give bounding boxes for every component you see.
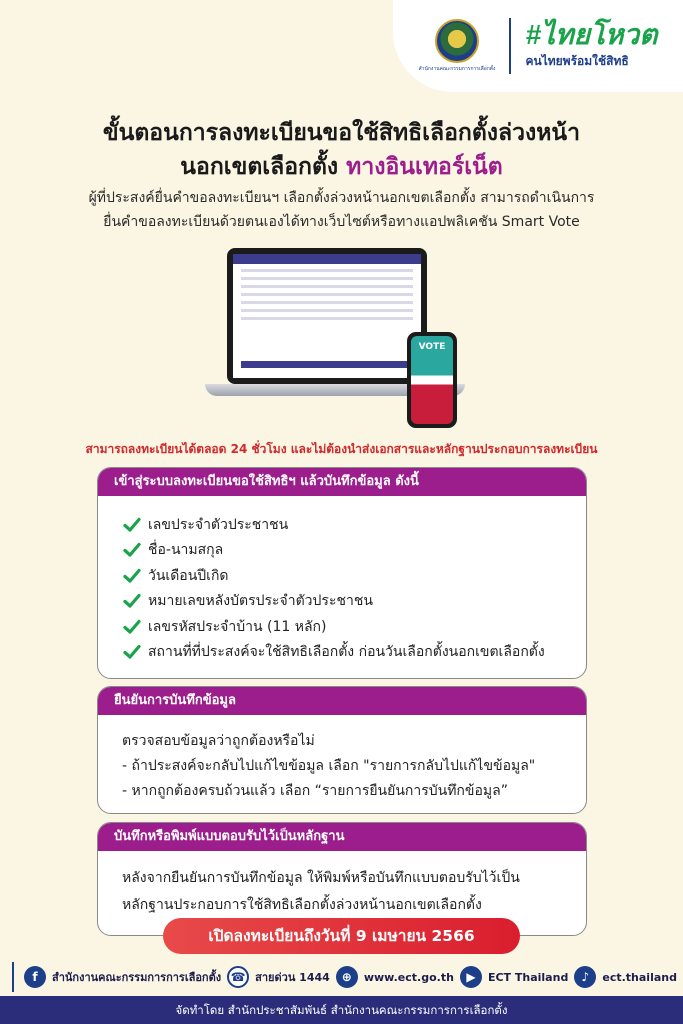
phone-app-label: VOTE [418,342,446,352]
form-line [241,285,413,288]
subtitle-line-2: ยื่นคำขอลงทะเบียนด้วยตนเองได้ทางเว็บไซต์หรือทางแอปพลิเคชัน Smart Vote [103,214,580,230]
campaign-brand [525,21,657,71]
page-subtitle [20,186,663,234]
form-line [241,269,413,272]
subtitle-line-1: ผู้ที่ประสงค์ยื่นคำขอลงทะเบียนฯ เลือกตั้งล่วงหน้านอกเขตเลือกตั้ง สามารถดำเนินการ [88,190,595,206]
facebook-icon: f [24,966,46,988]
step-card-register [97,467,587,679]
contact-facebook[interactable] [24,966,221,988]
check-icon [122,591,142,611]
required-info-list [98,496,586,665]
title-line-2 [0,150,683,184]
footer-credit: จัดทำโดย สำนักประชาสัมพันธ์ สำนักงานคณะกรรมการการเลือกตั้ง [0,996,683,1024]
play-icon: ▶ [460,966,482,988]
step-card-body [98,715,586,804]
list-item [122,589,586,615]
seal-caption: สำนักงานคณะกรรมการการเลือกตั้ง [418,66,496,72]
smart-vote-app-screen [411,336,453,424]
list-item [122,538,586,564]
tiktok-icon: ♪ [574,966,596,988]
save-line-2: หลักฐานประกอบการใช้สิทธิเลือกตั้งล่วงหน้านอกเขตเลือกตั้ง [122,897,482,913]
step-card-heading: เข้าสู่ระบบลงทะเบียนขอใช้สิทธิฯ แล้วบันทึกข้อมูล ดังนี้ [98,468,586,496]
contact-youtube[interactable] [460,966,568,988]
check-icon [122,515,142,535]
form-line [241,317,413,320]
phone-icon: ☎ [227,966,249,988]
list-item [122,512,586,538]
phone [407,332,457,428]
title-line-2-accent: ทางอินเทอร์เน็ต [346,154,503,180]
laptop-screen [227,248,427,384]
confirm-line-2: - ถ้าประสงค์จะกลับไปแก้ไขข้อมูล เลือก "รายการกลับไปแก้ไขข้อมูล" [122,758,536,774]
registration-form-preview [233,254,421,378]
title-line-1: ขั้นตอนการลงทะเบียนขอใช้สิทธิเลือกตั้งล่วงหน้า [102,120,581,146]
contact-website[interactable] [336,966,454,988]
devices-illustration [195,240,485,425]
step-card-heading: บันทึกหรือพิมพ์แบบตอบรับไว้เป็นหลักฐาน [98,823,586,851]
page-title [0,116,683,184]
campaign-hashtag: #ไทยโหวต [525,19,658,50]
step-card-heading: ยืนยันการบันทึกข้อมูล [98,687,586,715]
list-item-label: หมายเลขหลังบัตรประจำตัวประชาชน [148,593,373,610]
hotline-label: สายด่วน 1444 [255,971,330,984]
ect-seal-icon [435,19,479,63]
list-item [122,614,586,640]
list-item-label: ชื่อ-นามสกุล [148,542,224,559]
form-line [241,293,413,296]
notice-text: สามารถลงทะเบียนได้ตลอด 24 ชั่วโมง และไม่ต้องนำส่งเอกสารและหลักฐานประกอบการลงทะเบียน [85,442,598,456]
website-label: www.ect.go.th [363,970,454,984]
tiktok-label: ect.thailand [602,970,677,984]
form-line [241,309,413,312]
form-line [241,277,413,280]
contact-tiktok[interactable] [574,966,677,988]
check-icon [122,566,142,586]
save-line-1: หลังจากยืนยันการบันทึกข้อมูล ให้พิมพ์หรือบันทึกแบบตอบรับไว้เป็น [122,870,520,886]
form-line [241,301,413,304]
form-submit-bar [241,361,413,368]
check-icon [122,540,142,560]
check-icon [122,642,142,662]
step-card-body [98,851,586,919]
ect-logo [419,19,496,73]
list-item-label: วันเดือนปีเกิด [148,567,229,584]
list-item-label: เลขรหัสประจำบ้าน (11 หลัก) [148,618,327,635]
globe-icon: ⊕ [336,966,358,988]
confirm-line-1: ตรวจสอบข้อมูลว่าถูกต้องหรือไม่ [122,733,315,749]
contact-bar [12,962,677,992]
confirm-line-3: - หากถูกต้องครบถ้วนแล้ว เลือก “รายการยืนยันการบันทึกข้อมูล” [122,783,508,799]
header-divider [509,18,511,74]
deadline-badge: เปิดลงทะเบียนถึงวันที่ 9 เมษายน 2566 [163,918,520,954]
campaign-subtitle: คนไทยพร้อมใช้สิทธิ [525,54,629,68]
form-header-bar [233,254,421,264]
list-item [122,640,586,666]
youtube-label: ECT Thailand [487,970,569,984]
step-card-confirm [97,686,587,814]
list-item-label: สถานที่ที่ประสงค์จะใช้สิทธิเลือกตั้ง ก่อนวันเลือกตั้งนอกเขตเลือกตั้ง [148,644,545,661]
header-badge [393,0,683,92]
check-icon [122,617,142,637]
title-line-2-main: นอกเขตเลือกตั้ง [180,154,339,180]
facebook-label: สำนักงานคณะกรรมการการเลือกตั้ง [52,971,222,984]
list-item [122,563,586,589]
list-item-label: เลขประจำตัวประชาชน [148,516,289,533]
contact-hotline[interactable] [227,966,330,988]
